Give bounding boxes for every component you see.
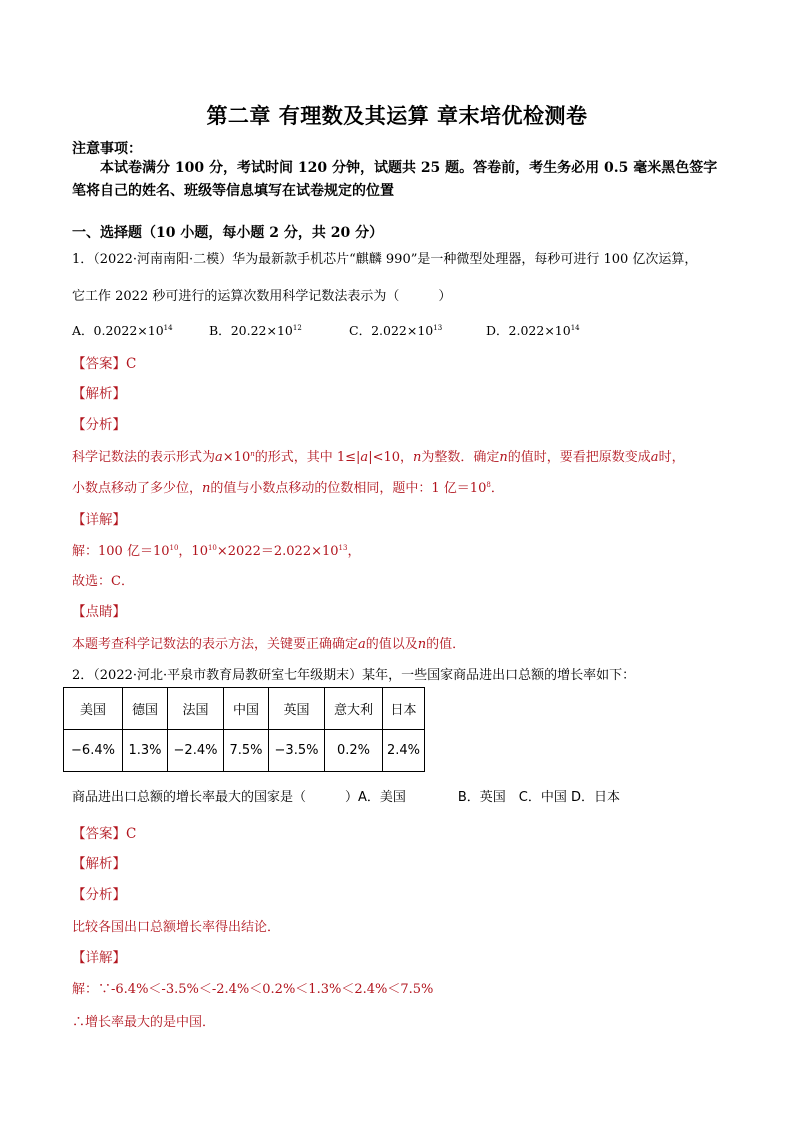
q1-analysis-line1: [72, 446, 685, 465]
var-n: n: [417, 637, 427, 652]
table-cell-rate: 7.5%: [224, 730, 269, 772]
table-cell-country: 德国: [123, 688, 168, 730]
table-cell-rate: −6.4%: [64, 730, 123, 772]
q2-answer: 【答案】C: [72, 826, 137, 842]
option-value: 20.22×10: [230, 323, 293, 338]
table-row: [64, 730, 425, 772]
exponent: 10: [207, 544, 217, 552]
notice-body: 本试卷满分 100 分，考试时间 120 分钟，试题共 25 题。答卷前，考生务必用 0.5 毫米黑色签字笔将自己的姓名、班级等信息填写在试卷规定的位置: [72, 160, 718, 199]
table-cell-country: 日本: [383, 688, 425, 730]
var-n: n: [202, 481, 211, 496]
exponent: 10: [169, 544, 179, 552]
option-exponent: 14: [163, 324, 173, 332]
q1-dianjing-tag: 【点睛】: [72, 604, 126, 620]
q1-options: [72, 321, 580, 339]
text-run: ∵-6.4%＜-3.5%＜-2.4%＜0.2%＜1.3%＜2.4%＜7.5%: [98, 982, 434, 997]
exponent: 13: [338, 544, 348, 552]
table-cell-country: 意大利: [325, 688, 383, 730]
option-value: 0.2022×10: [93, 323, 164, 338]
table-cell-rate: −3.5%: [269, 730, 325, 772]
q2-stem: 2．（2022·河北·平泉市教育局教研室七年级期末）某年，一些国家商品进出口总额的增长率如下：: [72, 668, 636, 683]
text-run: 时，: [658, 450, 685, 465]
q1-option-d: [486, 321, 580, 339]
option-exponent: 12: [292, 324, 302, 332]
table-cell-rate: 1.3%: [123, 730, 168, 772]
table-cell-country: 美国: [64, 688, 123, 730]
q1-stem-line2: 它工作 2022 秒可进行的运算次数用科学记数法表示为（ ）: [72, 289, 452, 304]
table-cell-country: 中国: [224, 688, 269, 730]
q2-detail: [72, 978, 433, 997]
text-run: 解：100 亿＝10: [72, 544, 170, 559]
q2-fenxi-tag: 【分析】: [72, 887, 126, 903]
text-run: |<10，: [368, 450, 414, 465]
option-label: B．: [209, 323, 231, 338]
q1-stem-line1: 1．（2022·河南南阳·二模）华为最新款手机芯片“麒麟 990”是一种微型处理器，每秒可进行 100 亿次运算，: [72, 252, 698, 267]
table-cell-rate: −2.4%: [168, 730, 224, 772]
q2-conclusion: ∴增长率最大的是中国．: [72, 1015, 216, 1030]
text-run: 解：: [72, 982, 99, 997]
text-run: ×2022＝2.022×10: [216, 544, 339, 559]
var-a: a: [360, 450, 369, 465]
var-a: a: [650, 450, 659, 465]
text-run: 本题考查科学记数法的表示方法，关键要正确确定: [72, 637, 359, 652]
option-exponent: 14: [570, 324, 580, 332]
option-exponent: 13: [433, 324, 443, 332]
var-n: n: [250, 450, 255, 458]
q1-detail: [72, 540, 360, 559]
q2-jiexi-tag: 【解析】: [72, 856, 126, 872]
exponent: 8: [486, 481, 491, 489]
q1-conclusion: 故选：C．: [72, 574, 134, 589]
text-run: 的值以及: [365, 637, 418, 652]
table-cell-rate: 2.4%: [383, 730, 425, 772]
q1-answer: 【答案】C: [72, 356, 137, 372]
q1-comment: [72, 633, 465, 652]
q1-jiexi-tag: 【解析】: [72, 386, 126, 402]
q2-xiangjie-tag: 【详解】: [72, 950, 126, 966]
q2-question: 商品进出口总额的增长率最大的国家是（ ）A．美国 B．英国 C．中国 D．日本: [72, 790, 621, 805]
option-value: 2.022×10: [508, 323, 571, 338]
text-run: ，: [347, 544, 361, 559]
q1-option-c: [349, 321, 486, 339]
notice-heading: 注意事项：: [72, 141, 142, 157]
var-a: a: [358, 637, 366, 652]
var-n: n: [499, 450, 508, 465]
table-cell-country: 英国: [269, 688, 325, 730]
option-label: A．: [72, 323, 94, 338]
q1-option-a: [72, 321, 209, 339]
text-run: ×10: [222, 450, 251, 465]
table-row: [64, 688, 425, 730]
q1-option-b: [209, 321, 349, 339]
section-heading: 一、选择题（10 小题，每小题 2 分，共 20 分）: [72, 225, 384, 241]
growth-rate-table: [63, 687, 425, 772]
option-value: 2.022×10: [371, 323, 434, 338]
text-run: 的形式，其中 1≤|: [254, 450, 361, 465]
text-run: 科学记数法的表示形式为: [72, 450, 216, 465]
q1-xiangjie-tag: 【详解】: [72, 512, 126, 528]
text-run: ．: [490, 481, 504, 496]
table-cell-country: 法国: [168, 688, 224, 730]
text-run: 的值与小数点移动的位数相同，题中：1 亿＝10: [210, 481, 487, 496]
text-run: ，10: [178, 544, 208, 559]
q1-analysis-line2: [72, 477, 504, 496]
option-label: D．: [486, 323, 509, 338]
var-n: n: [413, 450, 422, 465]
text-run: 的值时，要看把原数变成: [507, 450, 651, 465]
page-title: 第二章 有理数及其运算 章末培优检测卷: [206, 103, 588, 128]
q1-fenxi-tag: 【分析】: [72, 417, 126, 433]
text-run: 为整数．确定: [421, 450, 500, 465]
text-run: 的值．: [426, 637, 466, 652]
table-cell-rate: 0.2%: [325, 730, 383, 772]
option-label: C．: [349, 323, 372, 338]
q2-analysis: 比较各国出口总额增长率得出结论．: [72, 920, 281, 935]
var-a: a: [215, 450, 223, 465]
text-run: 小数点移动了多少位，: [72, 481, 203, 496]
